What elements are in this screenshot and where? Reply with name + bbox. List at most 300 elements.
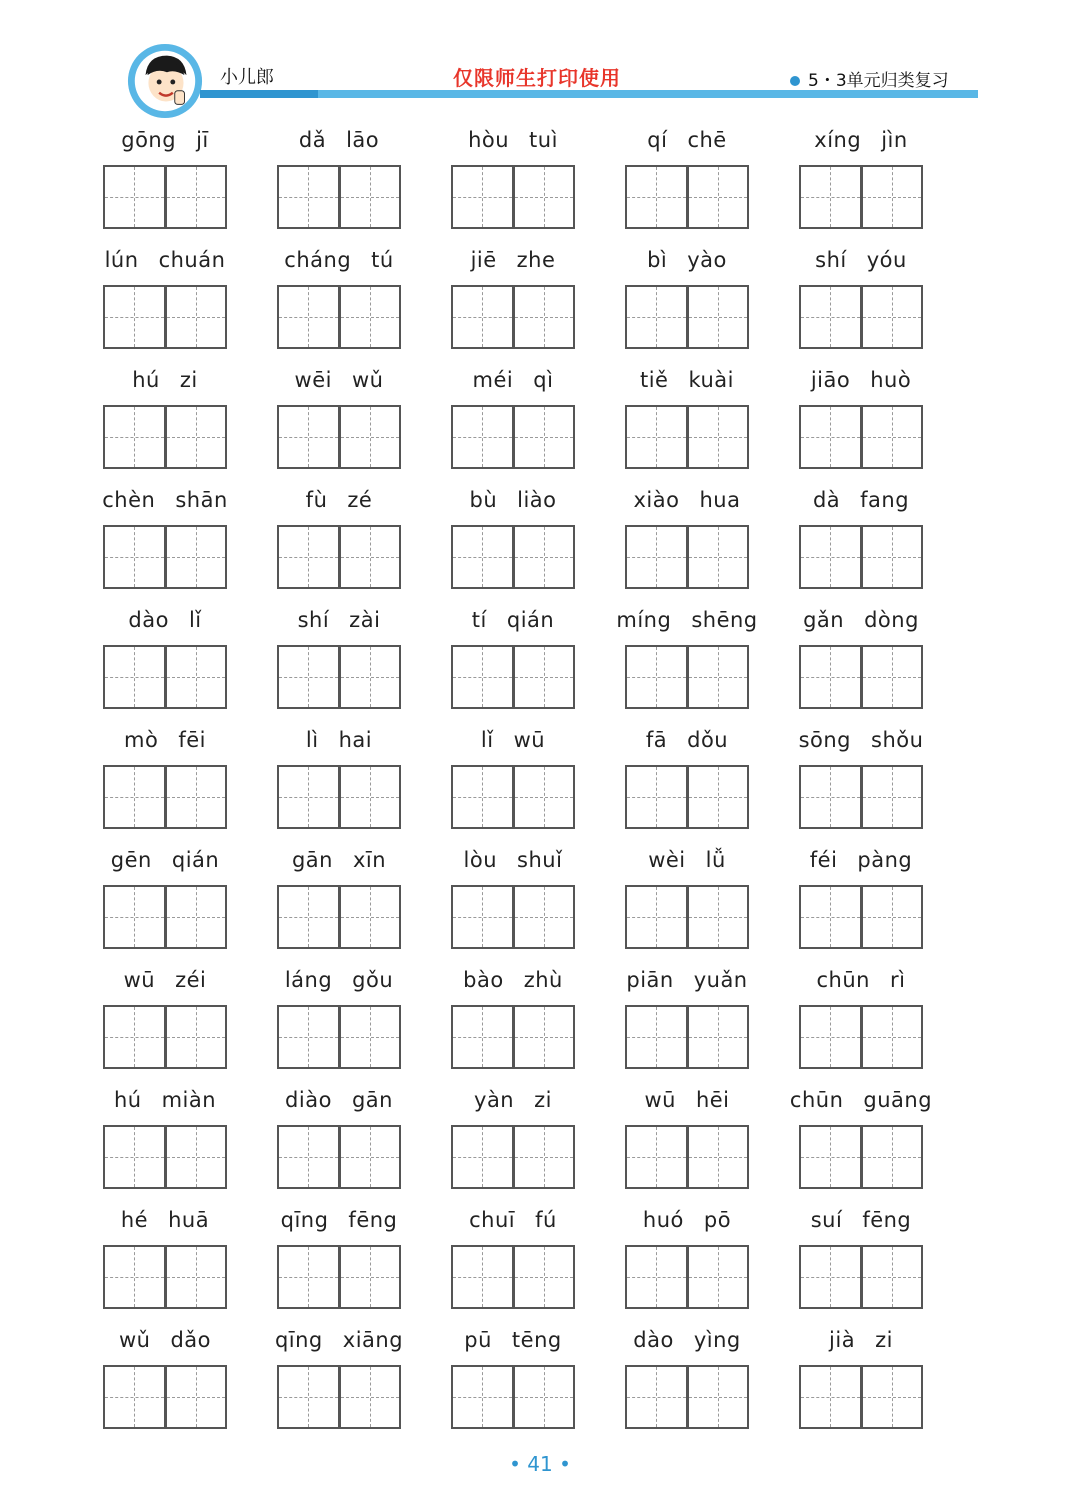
tianzige-box[interactable] <box>340 285 402 349</box>
pinyin-syllable: shān <box>175 488 228 512</box>
writing-boxes <box>451 1245 575 1307</box>
word-item <box>799 368 923 478</box>
pinyin-syllable: fēng <box>862 1208 912 1232</box>
word-item <box>103 608 227 718</box>
tianzige-box[interactable] <box>451 1005 514 1069</box>
pinyin-syllable: qián <box>171 848 220 872</box>
writing-boxes <box>103 1125 227 1187</box>
pinyin-label <box>441 368 585 398</box>
pinyin-syllable: jī <box>196 128 209 152</box>
writing-boxes <box>625 285 749 347</box>
tianzige-box[interactable] <box>451 525 514 589</box>
writing-boxes <box>799 525 923 587</box>
writing-boxes <box>451 285 575 347</box>
tianzige-box[interactable] <box>451 165 514 229</box>
writing-boxes <box>625 765 749 827</box>
pinyin-syllable: zi <box>179 368 198 392</box>
pinyin-label <box>789 368 933 398</box>
tianzige-box[interactable] <box>625 1365 688 1429</box>
tianzige-box[interactable] <box>799 645 862 709</box>
word-item <box>799 608 923 718</box>
pinyin-syllable: shēng <box>691 608 758 632</box>
pinyin-syllable: pàng <box>857 848 913 872</box>
word-item <box>799 128 923 238</box>
tianzige-box[interactable] <box>277 1245 340 1309</box>
tianzige-box[interactable] <box>514 1005 576 1069</box>
tianzige-box[interactable] <box>166 765 228 829</box>
tianzige-box[interactable] <box>340 1365 402 1429</box>
tianzige-box[interactable] <box>451 1245 514 1309</box>
tianzige-box[interactable] <box>625 885 688 949</box>
pinyin-syllable: lún <box>104 248 139 272</box>
pinyin-syllable: huó <box>642 1208 684 1232</box>
tianzige-box[interactable] <box>103 765 166 829</box>
word-item <box>451 728 575 838</box>
pinyin-syllable: pū <box>464 1328 492 1352</box>
tianzige-box[interactable] <box>799 165 862 229</box>
tianzige-box[interactable] <box>166 165 228 229</box>
pinyin-syllable: xiào <box>633 488 680 512</box>
pinyin-syllable: piān <box>626 968 674 992</box>
tianzige-box[interactable] <box>103 525 166 589</box>
tianzige-box[interactable] <box>514 405 576 469</box>
word-item <box>277 1208 401 1318</box>
pinyin-label <box>615 1328 759 1358</box>
pinyin-syllable: yàn <box>474 1088 515 1112</box>
pinyin-syllable: kuài <box>688 368 735 392</box>
writing-boxes <box>799 1365 923 1427</box>
tianzige-box[interactable] <box>166 285 228 349</box>
word-item <box>277 248 401 358</box>
tianzige-box[interactable] <box>277 1005 340 1069</box>
tianzige-box[interactable] <box>862 765 924 829</box>
tianzige-box[interactable] <box>862 525 924 589</box>
pinyin-label <box>789 1088 933 1118</box>
word-item <box>274 1328 404 1438</box>
tianzige-box[interactable] <box>103 285 166 349</box>
pinyin-syllable: dào <box>633 1328 674 1352</box>
pinyin-syllable: xiāng <box>342 1328 404 1352</box>
pinyin-syllable: dǎo <box>170 1328 212 1352</box>
tianzige-box[interactable] <box>514 765 576 829</box>
word-item <box>277 488 401 598</box>
tianzige-box[interactable] <box>103 1005 166 1069</box>
pinyin-syllable: gǒu <box>352 968 394 992</box>
tianzige-box[interactable] <box>799 1365 862 1429</box>
pinyin-syllable: chē <box>687 128 727 152</box>
pinyin-syllable: lì <box>305 728 319 752</box>
tianzige-box[interactable] <box>862 645 924 709</box>
pinyin-syllable: gōng <box>121 128 177 152</box>
pinyin-syllable: gān <box>291 848 333 872</box>
pinyin-syllable: qīng <box>274 1328 323 1352</box>
tianzige-box[interactable] <box>340 165 402 229</box>
writing-boxes <box>103 165 227 227</box>
pinyin-syllable: bù <box>469 488 498 512</box>
pinyin-label <box>615 368 759 398</box>
writing-boxes <box>277 765 401 827</box>
tianzige-box[interactable] <box>451 645 514 709</box>
pinyin-label <box>615 488 759 518</box>
pinyin-syllable: zi <box>875 1328 893 1352</box>
tianzige-box[interactable] <box>625 645 688 709</box>
tianzige-box[interactable] <box>451 285 514 349</box>
pinyin-label <box>789 248 933 278</box>
word-item <box>625 1208 749 1318</box>
pinyin-syllable: hú <box>113 1088 142 1112</box>
writing-boxes <box>799 405 923 467</box>
tianzige-box[interactable] <box>625 525 688 589</box>
pinyin-label <box>267 488 411 518</box>
word-item <box>625 488 749 598</box>
tianzige-box[interactable] <box>688 765 750 829</box>
tianzige-box[interactable] <box>514 1245 576 1309</box>
pinyin-syllable: shí <box>297 608 330 632</box>
tianzige-box[interactable] <box>166 1125 228 1189</box>
tianzige-box[interactable] <box>277 645 340 709</box>
word-item <box>625 248 749 358</box>
tianzige-box[interactable] <box>514 645 576 709</box>
tianzige-box[interactable] <box>514 885 576 949</box>
pinyin-syllable: huā <box>168 1208 210 1232</box>
tianzige-box[interactable] <box>340 645 402 709</box>
pinyin-syllable: zhe <box>516 248 556 272</box>
tianzige-box[interactable] <box>799 885 862 949</box>
pinyin-label <box>93 968 237 998</box>
word-item <box>277 728 401 838</box>
word-item <box>625 1088 749 1198</box>
pinyin-syllable: fú <box>535 1208 557 1232</box>
tianzige-box[interactable] <box>451 885 514 949</box>
pinyin-label <box>441 248 585 278</box>
pinyin-syllable: wū <box>123 968 156 992</box>
word-item <box>103 1328 227 1438</box>
word-item <box>799 1208 923 1318</box>
writing-boxes <box>451 1365 575 1427</box>
pinyin-syllable: bào <box>463 968 504 992</box>
writing-boxes <box>625 525 749 587</box>
writing-boxes <box>799 885 923 947</box>
tianzige-box[interactable] <box>799 765 862 829</box>
tianzige-box[interactable] <box>688 1365 750 1429</box>
writing-boxes <box>451 405 575 467</box>
tianzige-box[interactable] <box>862 1125 924 1189</box>
pinyin-syllable: liào <box>517 488 557 512</box>
tianzige-box[interactable] <box>451 1365 514 1429</box>
tianzige-box[interactable] <box>799 405 862 469</box>
writing-boxes <box>277 405 401 467</box>
writing-boxes <box>103 525 227 587</box>
pinyin-syllable: jià <box>829 1328 856 1352</box>
writing-boxes <box>451 765 575 827</box>
pinyin-syllable: suí <box>810 1208 843 1232</box>
tianzige-box[interactable] <box>166 525 228 589</box>
tianzige-box[interactable] <box>514 165 576 229</box>
tianzige-box[interactable] <box>688 645 750 709</box>
pinyin-syllable: tēng <box>511 1328 562 1352</box>
tianzige-box[interactable] <box>103 405 166 469</box>
pinyin-label <box>789 128 933 158</box>
tianzige-box[interactable] <box>166 1365 228 1429</box>
pinyin-syllable: xīn <box>352 848 387 872</box>
tianzige-box[interactable] <box>103 1365 166 1429</box>
tianzige-box[interactable] <box>514 285 576 349</box>
tianzige-box[interactable] <box>277 165 340 229</box>
pinyin-syllable: zi <box>534 1088 552 1112</box>
writing-boxes <box>103 1365 227 1427</box>
writing-boxes <box>625 645 749 707</box>
writing-boxes <box>103 285 227 347</box>
pinyin-syllable: yuǎn <box>693 968 748 992</box>
pinyin-label <box>615 1088 759 1118</box>
word-item <box>625 848 749 958</box>
pinyin-syllable: féi <box>809 848 838 872</box>
tianzige-box[interactable] <box>625 405 688 469</box>
pinyin-label <box>93 128 237 158</box>
tianzige-box[interactable] <box>103 885 166 949</box>
tianzige-box[interactable] <box>514 1365 576 1429</box>
tianzige-box[interactable] <box>103 165 166 229</box>
tianzige-box[interactable] <box>514 1125 576 1189</box>
pinyin-label <box>789 608 933 638</box>
pinyin-label <box>615 248 759 278</box>
pinyin-syllable: gǎn <box>803 608 845 632</box>
pinyin-syllable: bì <box>647 248 668 272</box>
tianzige-box[interactable] <box>514 525 576 589</box>
word-item <box>799 488 923 598</box>
tianzige-box[interactable] <box>688 525 750 589</box>
pinyin-syllable: dòng <box>864 608 919 632</box>
writing-boxes <box>277 1005 401 1067</box>
tianzige-box[interactable] <box>625 1005 688 1069</box>
writing-boxes <box>625 1245 749 1307</box>
pinyin-syllable: hēi <box>695 1088 730 1112</box>
pinyin-label <box>441 1328 585 1358</box>
tianzige-box[interactable] <box>451 405 514 469</box>
pinyin-label <box>441 488 585 518</box>
tianzige-box[interactable] <box>799 1125 862 1189</box>
word-item <box>625 128 749 238</box>
pinyin-syllable: pō <box>703 1208 732 1232</box>
pinyin-syllable: dà <box>812 488 841 512</box>
writing-boxes <box>451 885 575 947</box>
pinyin-label <box>441 128 585 158</box>
tianzige-box[interactable] <box>688 1005 750 1069</box>
word-item <box>103 128 227 238</box>
tianzige-box[interactable] <box>799 285 862 349</box>
pinyin-syllable: shuǐ <box>517 848 563 872</box>
tianzige-box[interactable] <box>277 1125 340 1189</box>
pinyin-label <box>93 368 237 398</box>
pinyin-syllable: sōng <box>798 728 851 752</box>
word-item <box>451 488 575 598</box>
pinyin-label <box>441 968 585 998</box>
pinyin-syllable: qì <box>533 368 554 392</box>
tianzige-box[interactable] <box>688 405 750 469</box>
tianzige-box[interactable] <box>340 525 402 589</box>
tianzige-box[interactable] <box>625 1125 688 1189</box>
tianzige-box[interactable] <box>625 165 688 229</box>
pinyin-syllable: zài <box>349 608 381 632</box>
pinyin-syllable: wēi <box>294 368 332 392</box>
pinyin-label <box>789 728 933 758</box>
pinyin-label <box>789 968 933 998</box>
pinyin-syllable: qí <box>647 128 668 152</box>
pinyin-label <box>267 1208 411 1238</box>
pinyin-syllable: fā <box>645 728 668 752</box>
pinyin-label <box>267 848 411 878</box>
writing-boxes <box>277 1125 401 1187</box>
pinyin-syllable: wèi <box>648 848 686 872</box>
word-item <box>103 248 227 358</box>
pinyin-label <box>267 1088 411 1118</box>
tianzige-box[interactable] <box>862 1245 924 1309</box>
pinyin-label <box>615 728 759 758</box>
pinyin-syllable: zé <box>347 488 373 512</box>
word-item <box>451 248 575 358</box>
pinyin-syllable: wū <box>644 1088 676 1112</box>
tianzige-box[interactable] <box>103 1125 166 1189</box>
tianzige-box[interactable] <box>166 885 228 949</box>
pinyin-label <box>441 1208 585 1238</box>
tianzige-box[interactable] <box>340 885 402 949</box>
word-item <box>277 968 401 1078</box>
tianzige-box[interactable] <box>166 645 228 709</box>
writing-boxes <box>799 285 923 347</box>
pinyin-label <box>267 1328 411 1358</box>
tianzige-box[interactable] <box>277 405 340 469</box>
pinyin-syllable: hé <box>120 1208 149 1232</box>
writing-boxes <box>625 165 749 227</box>
pinyin-label <box>615 608 759 638</box>
pinyin-label <box>93 1328 237 1358</box>
tianzige-box[interactable] <box>340 1125 402 1189</box>
pinyin-label <box>93 1208 237 1238</box>
pinyin-syllable: wū <box>513 728 546 752</box>
tianzige-box[interactable] <box>166 405 228 469</box>
word-item <box>625 1328 749 1438</box>
writing-boxes <box>103 1245 227 1307</box>
tianzige-box[interactable] <box>277 885 340 949</box>
unit-title-text: 5・3单元归类复习 <box>808 71 949 91</box>
pinyin-syllable: jiāo <box>810 368 851 392</box>
pinyin-syllable: fēng <box>348 1208 398 1232</box>
pinyin-syllable: wǔ <box>118 1328 151 1352</box>
tianzige-box[interactable] <box>862 1365 924 1429</box>
pinyin-label <box>93 608 237 638</box>
tianzige-box[interactable] <box>277 525 340 589</box>
tianzige-box[interactable] <box>625 1245 688 1309</box>
pinyin-label <box>267 728 411 758</box>
pinyin-syllable: guāng <box>863 1088 933 1112</box>
pinyin-syllable: zéi <box>175 968 207 992</box>
pinyin-label <box>267 368 411 398</box>
writing-boxes <box>277 285 401 347</box>
tianzige-box[interactable] <box>103 1245 166 1309</box>
word-item <box>277 128 401 238</box>
word-item <box>451 608 575 718</box>
pinyin-syllable: chūn <box>816 968 870 992</box>
pinyin-syllable: lāo <box>346 128 380 152</box>
tianzige-box[interactable] <box>799 525 862 589</box>
pinyin-label <box>267 608 411 638</box>
tianzige-box[interactable] <box>799 1005 862 1069</box>
tianzige-box[interactable] <box>277 285 340 349</box>
writing-boxes <box>277 525 401 587</box>
tianzige-box[interactable] <box>688 285 750 349</box>
writing-boxes <box>799 645 923 707</box>
pinyin-syllable: lǚ <box>705 848 726 872</box>
tianzige-box[interactable] <box>277 765 340 829</box>
word-item <box>625 968 749 1078</box>
pinyin-syllable: lòu <box>463 848 498 872</box>
tianzige-box[interactable] <box>340 765 402 829</box>
tianzige-box[interactable] <box>625 765 688 829</box>
writing-boxes <box>277 165 401 227</box>
tianzige-box[interactable] <box>688 1245 750 1309</box>
tianzige-box[interactable] <box>277 1365 340 1429</box>
pinyin-syllable: rì <box>890 968 906 992</box>
word-item <box>451 1208 575 1318</box>
pinyin-label <box>789 1328 933 1358</box>
tianzige-box[interactable] <box>340 1245 402 1309</box>
pinyin-label <box>93 728 237 758</box>
pinyin-label <box>267 128 411 158</box>
tianzige-box[interactable] <box>103 645 166 709</box>
word-item <box>277 608 401 718</box>
writing-boxes <box>103 885 227 947</box>
tianzige-box[interactable] <box>862 165 924 229</box>
tianzige-box[interactable] <box>625 285 688 349</box>
writing-boxes <box>277 1365 401 1427</box>
word-item <box>799 1328 923 1438</box>
word-item <box>789 1088 933 1198</box>
writing-boxes <box>799 1245 923 1307</box>
tianzige-box[interactable] <box>451 1125 514 1189</box>
word-item <box>277 368 401 478</box>
pinyin-syllable: tiě <box>639 368 669 392</box>
tianzige-box[interactable] <box>862 1005 924 1069</box>
writing-boxes <box>277 885 401 947</box>
writing-boxes <box>799 765 923 827</box>
tianzige-box[interactable] <box>799 1245 862 1309</box>
tianzige-box[interactable] <box>862 285 924 349</box>
pinyin-syllable: cháng <box>284 248 352 272</box>
word-item <box>451 848 575 958</box>
pinyin-syllable: fù <box>305 488 328 512</box>
tianzige-box[interactable] <box>688 165 750 229</box>
pinyin-syllable: fang <box>860 488 910 512</box>
tianzige-box[interactable] <box>166 1005 228 1069</box>
tianzige-box[interactable] <box>862 405 924 469</box>
tianzige-box[interactable] <box>862 885 924 949</box>
word-item <box>103 728 227 838</box>
word-item <box>451 968 575 1078</box>
tianzige-box[interactable] <box>340 405 402 469</box>
pinyin-label <box>93 848 237 878</box>
tianzige-box[interactable] <box>166 1245 228 1309</box>
pinyin-syllable: jìn <box>881 128 908 152</box>
pinyin-syllable: hú <box>132 368 160 392</box>
pinyin-label <box>93 488 237 518</box>
tianzige-box[interactable] <box>451 765 514 829</box>
pinyin-syllable: qián <box>506 608 555 632</box>
word-item <box>799 848 923 958</box>
tianzige-box[interactable] <box>688 885 750 949</box>
tianzige-box[interactable] <box>340 1005 402 1069</box>
tianzige-box[interactable] <box>688 1125 750 1189</box>
pinyin-syllable: chuī <box>469 1208 516 1232</box>
